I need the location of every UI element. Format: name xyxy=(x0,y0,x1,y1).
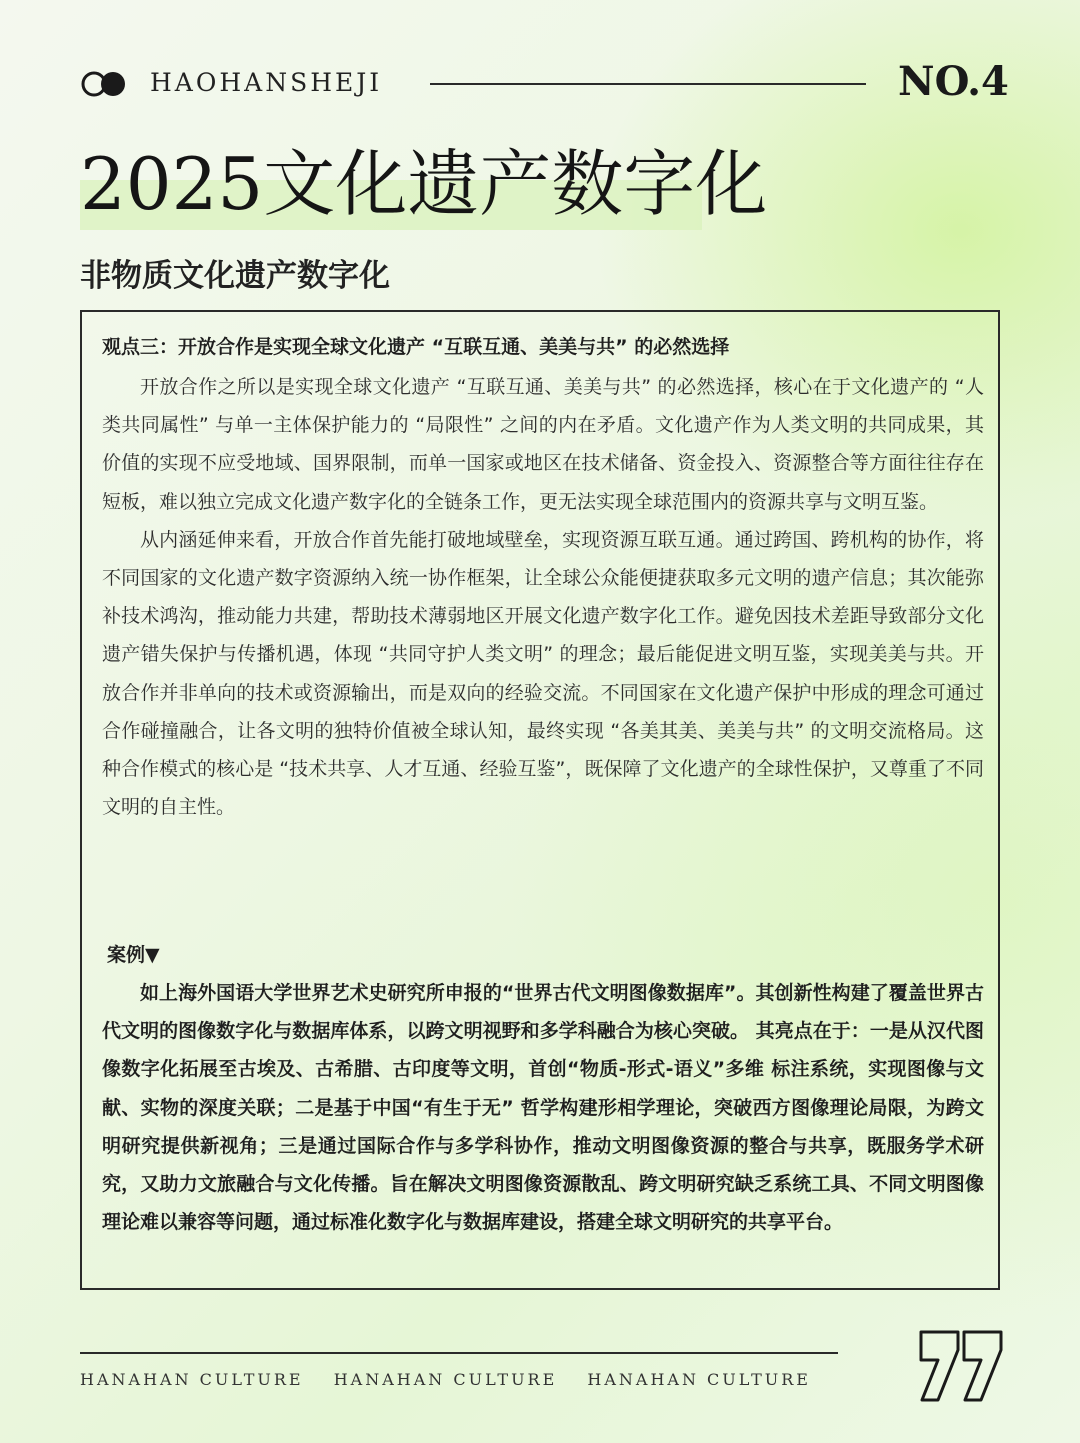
case-paragraph: 如上海外国语大学世界艺术史研究所申报的“世界古代文明图像数据库”。其创新性构建了覆盖世界古代文明的图像数字化与数据库体系，以跨文明视野和多学科融合为核心突破。 其亮点在于：一是从汉代图像数字化拓展至古埃及、古希腊、古印度等文明，首创“物质-形式-语义”多维 标注系统，实现图像与文献、实物的深度关联；二是基于中国“有生于无” 哲学构建形相学理论，突破西方图像理论局限，为跨文明研究提供新视角；三是通过国际合作与多学科协作，推动文明图像资源的整合与共享，既服务学术研究，又助力文旅融合与文化传播。旨在解决文明图像资源散乱、跨文明研究缺乏系统工具、不同文明图像理论难以兼容等问题，通过标准化数字化与数据库建设，搭建全球文明研究的共享平台。 xyxy=(102,982,984,1234)
body-paragraph: 从内涵延伸来看，开放合作首先能打破地域壁垒，实现资源互联互通。通过跨国、跨机构的协作，将不同国家的文化遗产数字资源纳入统一协作框架，让全球公众能便捷获取多元文明的遗产信息；其次能弥补技术鸿沟，推动能力共建，帮助技术薄弱地区开展文化遗产数字化工作。避免因技术差距导致部分文化遗产错失保护与传播机遇，体现 “共同守护人类文明” 的理念；最后能促进文明互鉴，实现美美与共。开放合作并非单向的技术或资源输出，而是双向的经验交流。不同国家在文化遗产保护中形成的理念可通过合作碰撞融合，让各文明的独特价值被全球认知，最终实现 “各美其美、美美与共” 的文明交流格局。这种合作模式的核心是 “技术共享、人才互通、经验互鉴”，既保障了文化遗产的全球性保护，又尊重了不同文明的自主性。 xyxy=(102,528,984,819)
footer-tags xyxy=(80,1370,833,1389)
issue-number: NO.4 xyxy=(898,58,1009,105)
closing-quote-icon xyxy=(918,1330,1004,1402)
article-panel xyxy=(80,310,1000,1290)
header-divider xyxy=(430,83,866,85)
footer-divider xyxy=(80,1352,838,1354)
brand-name: HAOHANSHEJI xyxy=(150,68,383,97)
page-title: 2025文化遗产数字化 xyxy=(80,142,768,226)
footer-tag: HANAHAN CULTURE xyxy=(80,1370,304,1389)
article-body xyxy=(102,368,984,826)
section-title: 观点三：开放合作是实现全球文化遗产 “互联互通、美美与共” 的必然选择 xyxy=(102,336,730,358)
footer-tag: HANAHAN CULTURE xyxy=(333,1370,558,1389)
body-paragraph: 开放合作之所以是实现全球文化遗产 “互联互通、美美与共” 的必然选择，核心在于文化遗产的 “人类共同属性” 与单一主体保护能力的 “局限性” 之间的内在矛盾。文化遗产作为人类文明的共同成果，其价值的实现不应受地域、国界限制，而单一国家或地区在技术储备、资金投入、资源整合等方面往往存在短板，难以独立完成文化遗产数字化的全链条工作，更无法实现全球范围内的资源共享与文明互鉴。 xyxy=(102,376,984,513)
two-circles-logo-icon xyxy=(80,70,128,98)
case-body xyxy=(102,974,984,1241)
case-label: 案例▼ xyxy=(107,944,160,966)
footer-tag: HANAHAN CULTURE xyxy=(587,1370,811,1389)
page-subtitle: 非物质文化遗产数字化 xyxy=(80,258,390,294)
